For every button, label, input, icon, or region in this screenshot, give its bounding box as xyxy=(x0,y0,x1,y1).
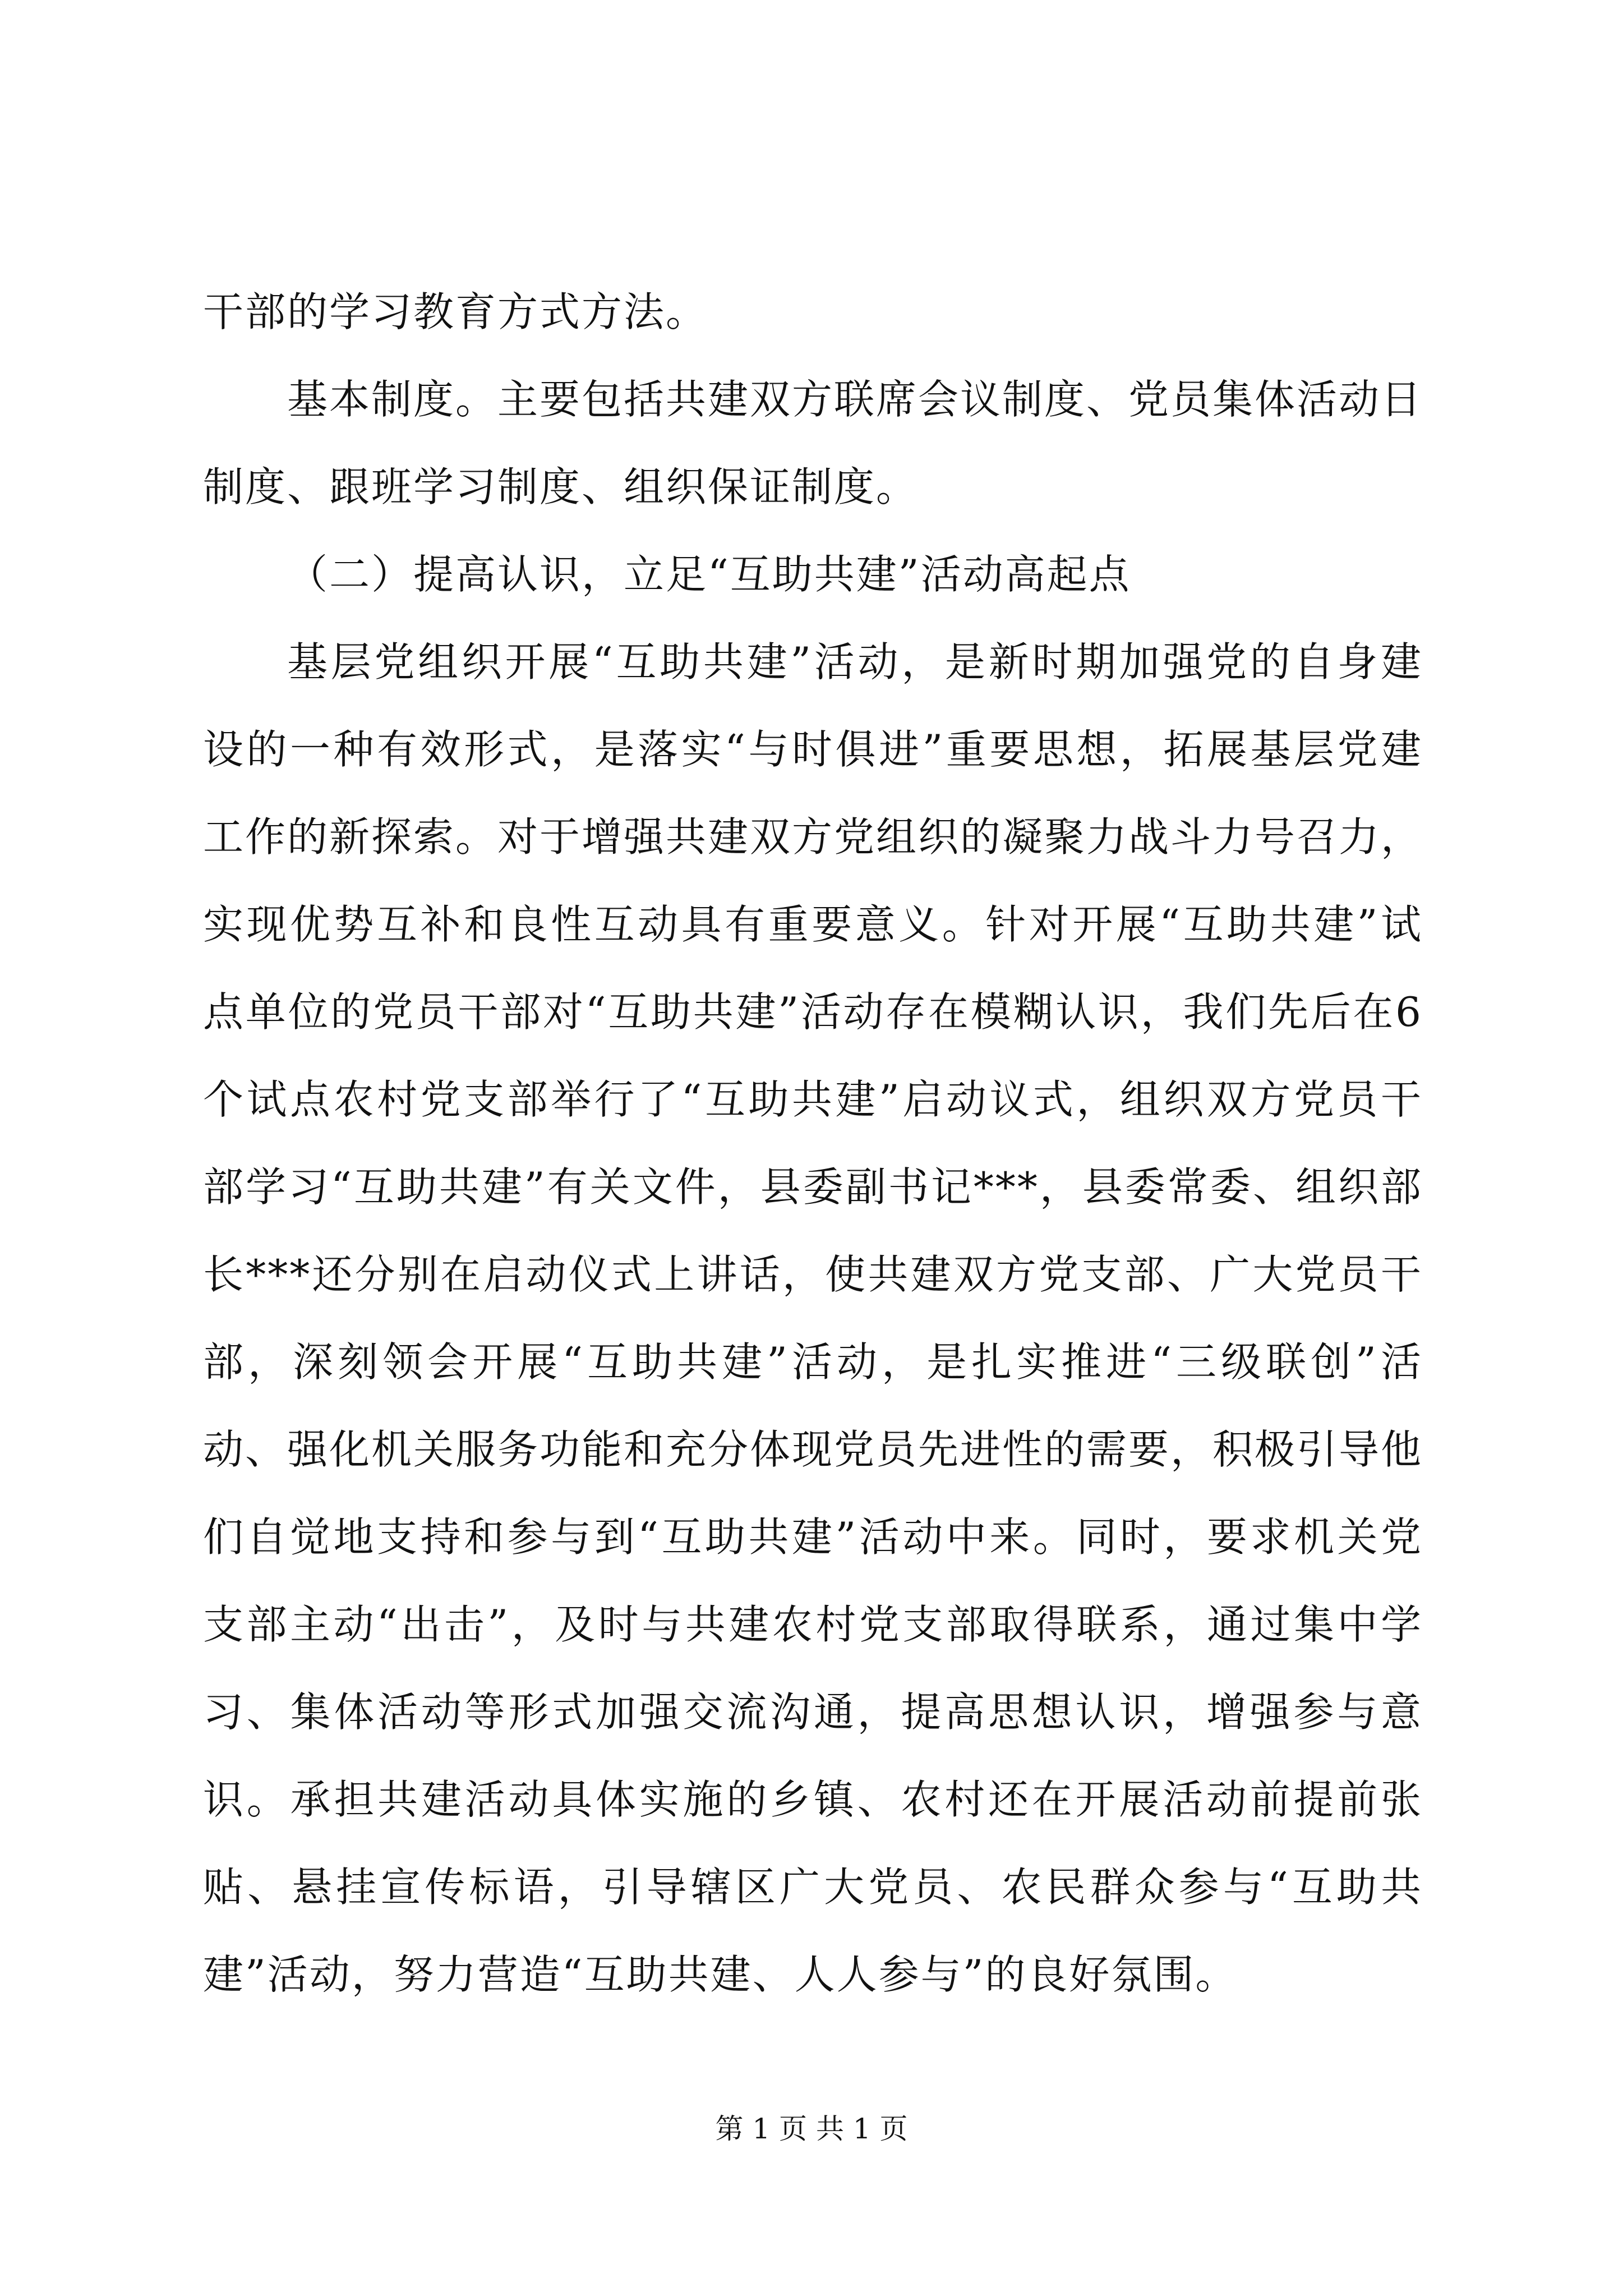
section-heading: （二）提高认识，立足“互助共建”活动高起点 xyxy=(287,551,1131,598)
paragraph-main: 基层党组织开展“互助共建”活动，是新时期加强党的自身建设的一种有效形式，是落实“与时俱进”重要思想，拓展基层党建工作的新探索。对于增强共建双方党组织的凝聚力战斗力号召力，实现优势互补和良性互动具有重要意义。针对开展“互助共建”试点单位的党员干部对“互助共建”活动存在模糊认识，我们先后在6个试点农村党支部举行了“互助共建”启动议式，组织双方党员干部学习“互助共建”有关文件，县委副书记***，县委常委、组织部长***还分别在启动仪式上讲话，使共建双方党支部、广大党员干部，深刻领会开展“互助共建”活动，是扎实推进“三级联创”活动、强化机关服务功能和充分体现党员先进性的需要，积极引导他们自觉地支持和参与到“互助共建”活动中来。同时，要求机关党支部主动“出击”，及时与共建农村党支部取得联系，通过集中学习、集体活动等形式加强交流沟通，提高思想认识，增强参与意识。承担共建活动具体实施的乡镇、农村还在开展活动前提前张贴、悬挂宣传标语，引导辖区广大党员、农民群众参与“互助共建”活动，努力营造“互助共建、人人参与”的良好氛围。 xyxy=(203,638,1423,1998)
document-body xyxy=(203,268,1423,2018)
paragraph-basic-system: 基本制度。主要包括共建双方联席会议制度、党员集体活动日制度、跟班学习制度、组织保证制度。 xyxy=(203,376,1423,510)
paragraph-continuation: 干部的学习教育方式方法。 xyxy=(203,288,708,335)
page-footer: 第 1 页 共 1 页 xyxy=(715,2113,908,2145)
